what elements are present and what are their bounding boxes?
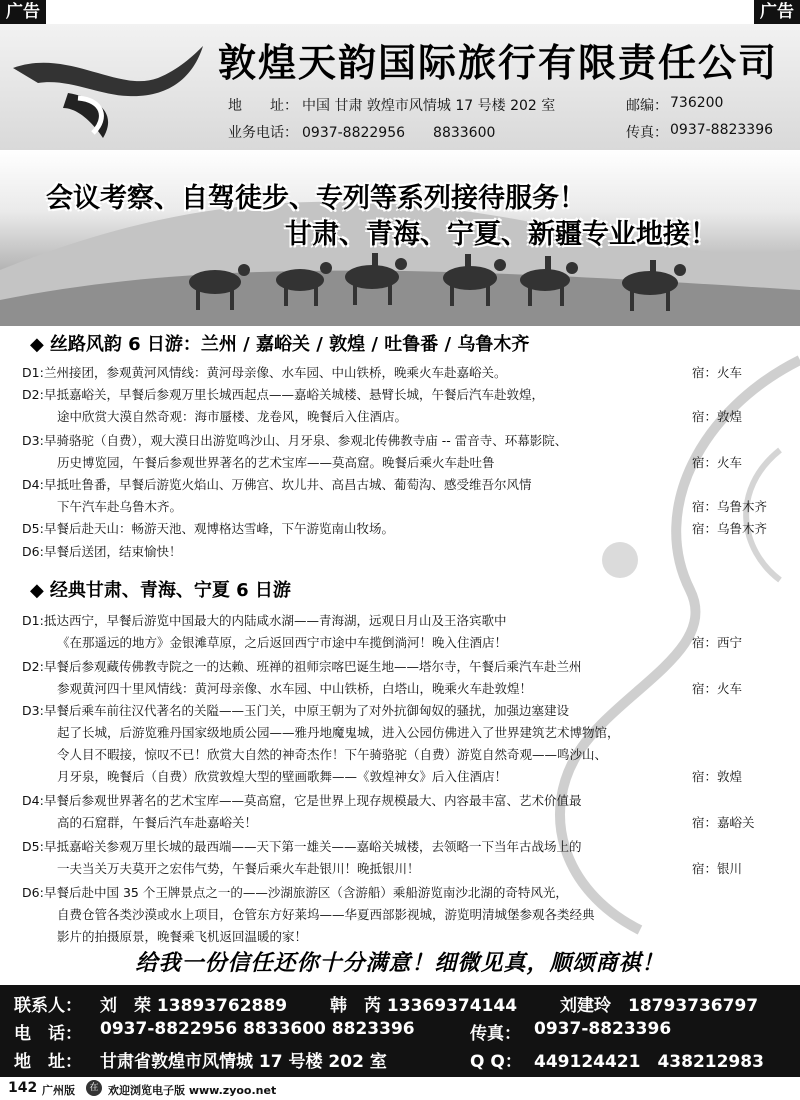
tour1-day2-stay: 宿：敦煌 bbox=[692, 409, 743, 424]
day-label: D6: bbox=[22, 885, 44, 900]
day-text: 早餐后送团，结束愉快！ bbox=[43, 544, 182, 559]
tour2-day3-line3: 令人目不暇接，惊叹不已！欣赏大自然的神奇杰作！下午骑骆驼（自费）游览自然奇观——鸣沙山、 bbox=[57, 747, 608, 762]
address-label: 地 址： bbox=[14, 1052, 82, 1072]
tour1-title-text: 丝路风韵 6 日游：兰州 / 嘉峪关 / 敦煌 / 吐鲁番 / 乌鲁木齐 bbox=[49, 334, 530, 355]
fax-label: 传真： bbox=[626, 125, 668, 141]
tour2-day6 bbox=[22, 882, 702, 903]
ad-label-left: 广告 bbox=[0, 0, 46, 24]
company-logo-icon bbox=[8, 38, 208, 148]
day-text: 早餐后赴中国 35 个王牌景点之一的——沙湖旅游区（含游船）乘船游览南沙北湖的奇特风光， bbox=[43, 885, 568, 900]
tour2-day3-line4: 月牙泉，晚餐后（自费）欣赏敦煌大型的壁画歌舞——《敦煌神女》后入住酒店！ bbox=[57, 769, 508, 784]
tour1-day4-line2: 下午汽车赴乌鲁木齐。 bbox=[57, 499, 183, 514]
tour1-day3-stay: 宿：火车 bbox=[692, 455, 743, 470]
edition-label: 广州版 bbox=[42, 1084, 75, 1097]
tour2-day6-line3: 影片的拍摄原景，晚餐乘飞机返回温暖的家！ bbox=[57, 929, 308, 944]
closing-slogan: 给我一份信任还你十分满意！细微见真，顺颂商祺！ bbox=[135, 950, 665, 976]
tour1-day6 bbox=[22, 541, 702, 562]
contact-address: 甘肃省敦煌市风情城 17 号楼 202 室 bbox=[100, 1052, 387, 1072]
day-text: 早餐后参观世界著名的艺术宝库——莫高窟，它是世界上现存规模最大、内容最丰富、艺术价值最 bbox=[43, 793, 582, 808]
day-text: 抵达西宁，早餐后游览中国最大的内陆咸水湖——青海湖，远观日月山及王洛宾歌中 bbox=[43, 613, 507, 628]
day-label: D5: bbox=[22, 839, 44, 854]
tour1-day4-stay: 宿：乌鲁木齐 bbox=[692, 499, 768, 514]
page-footer bbox=[0, 1078, 800, 1100]
day-label: D5: bbox=[22, 521, 44, 536]
tour2-day2-line2: 参观黄河四十里风情线：黄河母亲像、水车园、中山铁桥，白塔山，晚乘火车赴敦煌！ bbox=[57, 681, 533, 696]
page-number: 142 bbox=[8, 1080, 38, 1096]
postcode-label: 邮编： bbox=[626, 98, 668, 114]
tour2-day5-stay: 宿：银川 bbox=[692, 861, 743, 876]
business-phone: 0937-8822956 8833600 bbox=[302, 125, 496, 141]
tour2-day6-line2: 自费仓管各类沙漠或水上项目，仓管东方好莱坞——华夏西部影视城，游览明清城堡参观各类经典 bbox=[57, 907, 595, 922]
fax-label: 传真： bbox=[470, 1024, 521, 1044]
tour1-day5-stay: 宿：乌鲁木齐 bbox=[692, 521, 768, 536]
tour2-day4-line2: 高的石窟群，午餐后汽车赴嘉峪关！ bbox=[57, 815, 258, 830]
day-text: 早抵嘉峪关，早餐后参观万里长城西起点——嘉峪关城楼、悬臂长城，午餐后汽车赴敦煌， bbox=[43, 387, 544, 402]
tour1-day4 bbox=[22, 474, 702, 495]
day-text: 早餐后参观藏传佛教寺院之一的达赖、班禅的祖师宗喀巴诞生地——塔尔寺，午餐后乘汽车赴兰州 bbox=[43, 659, 582, 674]
tour2-day2 bbox=[22, 656, 702, 677]
site-link[interactable]: 欢迎浏览电子版 www.zyoo.net bbox=[108, 1084, 277, 1097]
company-header bbox=[0, 24, 800, 150]
tour2-day3-stay: 宿：敦煌 bbox=[692, 769, 743, 784]
contact-person-1: 刘 荣 13893762889 bbox=[100, 996, 288, 1016]
tour2-day2-stay: 宿：火车 bbox=[692, 681, 743, 696]
address-label: 地 址： bbox=[228, 98, 298, 114]
tour2-day3-line2: 起了长城，后游览雅丹国家级地质公园——雅丹地魔鬼城，进入公园仿佛进入了世界建筑艺术博物馆， bbox=[57, 725, 620, 740]
day-label: D1: bbox=[22, 365, 44, 380]
tour2-day4-stay: 宿：嘉峪关 bbox=[692, 815, 755, 830]
qq-numbers: 449124421 438212983 bbox=[534, 1052, 764, 1072]
day-text: 早骑骆驼（自费），观大漠日出游览鸣沙山、月牙泉、参观北传佛教寺庙 -- 雷音寺、环幕影院、 bbox=[43, 433, 568, 448]
slogan-regions: 甘肃、青海、宁夏、新疆专业地接！ bbox=[285, 219, 717, 250]
day-label: D1: bbox=[22, 613, 44, 628]
contact-box bbox=[0, 985, 800, 1077]
tour2-day5 bbox=[22, 836, 702, 857]
day-text: 早餐后赴天山：畅游天池、观博格达雪峰，下午游览南山牧场。 bbox=[43, 521, 394, 536]
tour2-title bbox=[30, 576, 291, 602]
day-text: 兰州接团，参观黄河风情线：黄河母亲像、水车园、中山铁桥，晚乘火车赴嘉峪关。 bbox=[43, 365, 507, 380]
tour2-day4 bbox=[22, 790, 702, 811]
tour1-day2 bbox=[22, 384, 702, 405]
day-text: 早抵嘉峪关参观万里长城的最西端——天下第一雄关——嘉峪关城楼，去领略一下当年古战场上的 bbox=[43, 839, 582, 854]
day-label: D4: bbox=[22, 477, 44, 492]
slogan-services: 会议考察、自驾徒步、专列等系列接待服务！ bbox=[46, 183, 586, 214]
tour1-day3-line2: 历史博览园，午餐后参观世界著名的艺术宝库——莫高窟。晚餐后乘火车赴吐鲁 bbox=[57, 455, 495, 470]
company-name: 敦煌天韵国际旅行有限责任公司 bbox=[218, 40, 779, 85]
contacts-label: 联系人： bbox=[14, 996, 82, 1016]
phone-numbers: 0937-8822956 8833600 8823396 bbox=[100, 1019, 415, 1039]
tour2-day1-line2: 《在那遥远的地方》金银滩草原，之后返回西宁市途中车揽倒淌河！晚入住酒店！ bbox=[57, 635, 508, 650]
contact-person-3: 刘建玲 18793736797 bbox=[560, 996, 759, 1016]
day-text: 早抵吐鲁番，早餐后游览火焰山、万佛宫、坎儿井、高昌古城、葡萄沟、感受维吾尔风情 bbox=[43, 477, 532, 492]
day-label: D3: bbox=[22, 433, 44, 448]
fax-number: 0937-8823396 bbox=[670, 122, 774, 138]
day-label: D2: bbox=[22, 659, 44, 674]
tour2-title-text: 经典甘肃、青海、宁夏 6 日游 bbox=[49, 580, 291, 601]
day-text: 早餐后乘车前往汉代著名的关隘——玉门关，中原王朝为了对外抗御匈奴的骚扰，加强边塞建设 bbox=[43, 703, 569, 718]
tour1-day1 bbox=[22, 362, 702, 383]
diamond-bullet-icon: ◆ bbox=[30, 580, 44, 601]
phone-label: 业务电话： bbox=[228, 125, 298, 141]
diamond-bullet-icon: ◆ bbox=[30, 334, 44, 355]
tour2-day5-line2: 一夫当关万夫莫开之宏伟气势，午餐后乘火车赴银川！晚抵银川！ bbox=[57, 861, 420, 876]
tour2-day3 bbox=[22, 700, 702, 721]
tour1-day2-line2: 途中欣赏大漠自然奇观：海市蜃楼、龙卷风，晚餐后入住酒店。 bbox=[57, 409, 408, 424]
site-badge-icon: 在 bbox=[86, 1080, 102, 1096]
day-label: D6: bbox=[22, 544, 44, 559]
phone-label: 电 话： bbox=[14, 1024, 82, 1044]
company-address: 中国 甘肃 敦煌市风情城 17 号楼 202 室 bbox=[302, 98, 556, 114]
tour1-title bbox=[30, 330, 529, 356]
day-label: D2: bbox=[22, 387, 44, 402]
postcode: 736200 bbox=[670, 95, 724, 111]
fax-number: 0937-8823396 bbox=[534, 1019, 672, 1039]
tour2-day1-stay: 宿：西宁 bbox=[692, 635, 743, 650]
ad-label-right: 广告 bbox=[754, 0, 800, 24]
tour1-day3 bbox=[22, 430, 702, 451]
day-label: D4: bbox=[22, 793, 44, 808]
tour2-day1 bbox=[22, 610, 702, 631]
tour1-day5 bbox=[22, 518, 702, 539]
contact-person-2: 韩 芮 13369374144 bbox=[330, 996, 518, 1016]
desert-banner bbox=[0, 150, 800, 326]
qq-label: Q Q： bbox=[470, 1052, 522, 1072]
tour1-day1-stay: 宿：火车 bbox=[692, 365, 743, 380]
day-label: D3: bbox=[22, 703, 44, 718]
